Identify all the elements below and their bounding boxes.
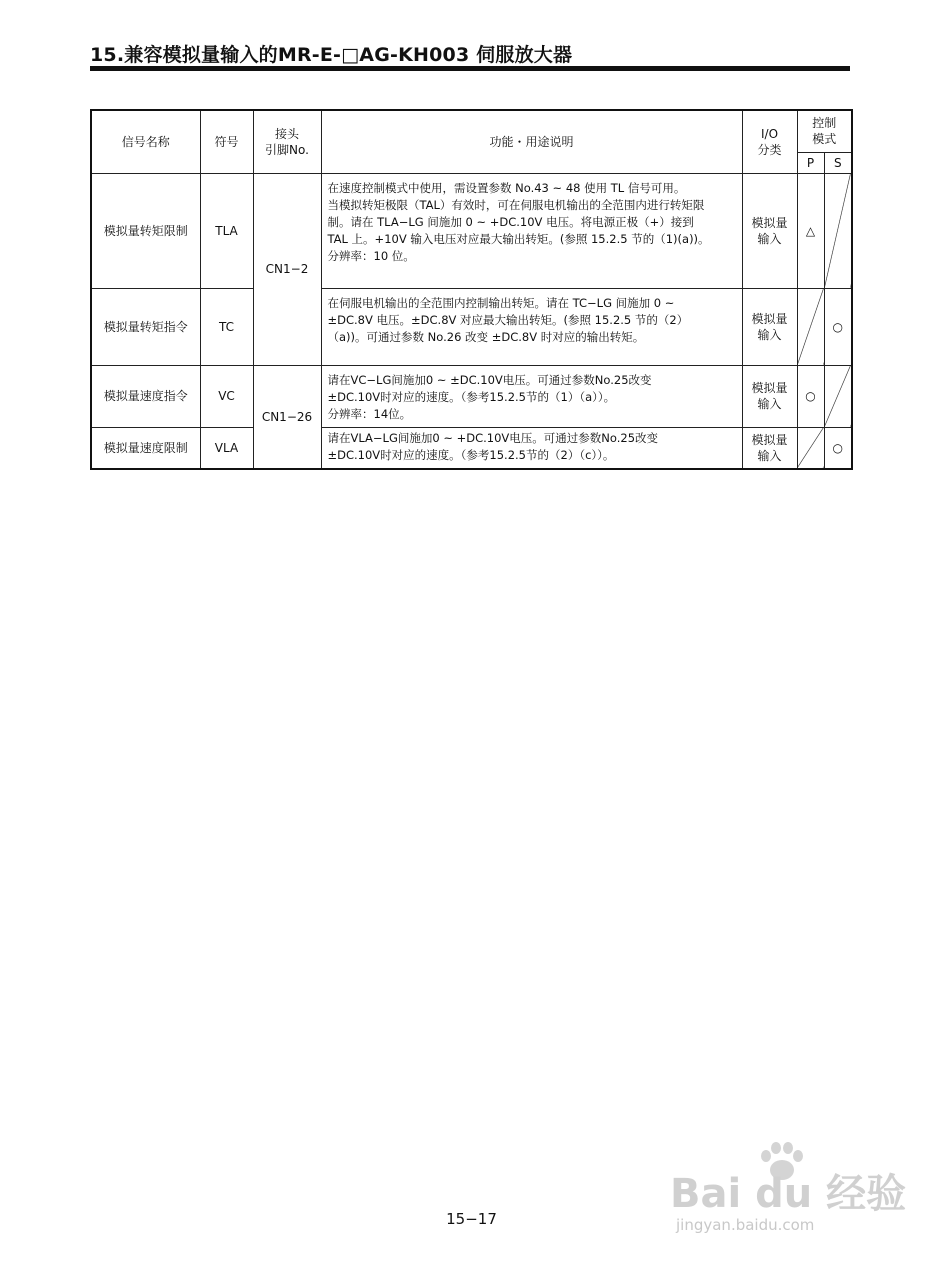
description-line: TAL 上。+10V 输入电压对应最大输出转矩。(参照 15.2.5 节的（1)(a))。 <box>327 231 710 246</box>
io-class-line2: 输入 <box>757 397 782 411</box>
io-class-cell <box>742 288 797 365</box>
description-cell <box>321 173 742 288</box>
io-class-line1: 模拟量 <box>751 311 788 326</box>
table-row <box>91 173 852 288</box>
watermark-url: jingyan.baidu.com <box>676 1216 815 1234</box>
header-io-line1: I/O <box>760 126 779 141</box>
header-control-mode <box>797 110 852 152</box>
header-mode-line1: 控制 <box>812 116 837 131</box>
signal-name-cell: 模拟量转矩限制 <box>91 173 200 288</box>
description-line: 制。请在 TLA−LG 间施加 0 ~ +DC.10V 电压。将电源正极（+）接到 <box>327 214 694 229</box>
title-underline <box>90 66 850 71</box>
description-cell <box>321 365 742 427</box>
signal-name-cell: 模拟量速度限制 <box>91 427 200 469</box>
description-line: 分辨率：10 位。 <box>327 248 415 263</box>
header-pin-line2: 引脚No. <box>265 142 309 157</box>
description-cell <box>321 288 742 365</box>
description-line: 在伺服电机输出的全范围内控制输出转矩。请在 TC−LG 间施加 0 ~ <box>327 295 675 310</box>
description-line: 请在VC−LG间施加0 ~ ±DC.10V电压。可通过参数No.25改变 <box>327 372 652 387</box>
description-line: ±DC.8V 电压。±DC.8V 对应最大输出转矩。(参照 15.2.5 节的（2） <box>327 312 689 327</box>
header-io <box>742 110 797 173</box>
io-class-line2: 输入 <box>757 231 782 246</box>
io-class-cell <box>742 427 797 469</box>
header-signal-name: 信号名称 <box>91 110 200 173</box>
header-io-line2: 分类 <box>757 142 782 157</box>
table-row <box>91 365 852 427</box>
description-line: （a))。可通过参数 No.26 改变 ±DC.8V 时对应的输出转矩。 <box>327 329 645 344</box>
signal-name-cell: 模拟量速度指令 <box>91 365 200 427</box>
signal-name-cell: 模拟量转矩指令 <box>91 288 200 365</box>
description-cell <box>321 427 742 469</box>
description-line: ±DC.10V时对应的速度。（参考15.2.5节的（1）（a））。 <box>327 389 616 404</box>
io-class-line2: 输入 <box>757 327 782 342</box>
mode-s-not-applicable <box>824 365 852 427</box>
pin-cell: CN1−26 <box>253 365 321 469</box>
page-title: 15.兼容模拟量输入的MR-E-□AG-KH003 伺服放大器 <box>90 44 573 66</box>
header-symbol: 符号 <box>200 110 253 173</box>
watermark-brand: Bai du 经验 <box>670 1171 907 1217</box>
mode-s-not-applicable <box>824 173 852 288</box>
io-class-cell <box>742 365 797 427</box>
header-mode-p: P <box>797 152 824 173</box>
page-number: 15−17 <box>446 1210 497 1228</box>
mode-s-mark: ○ <box>824 288 852 365</box>
symbol-cell: VC <box>200 365 253 427</box>
symbol-cell: TLA <box>200 173 253 288</box>
io-class-line1: 模拟量 <box>751 381 788 395</box>
description-line: ±DC.10V时对应的速度。（参考15.2.5节的（2）（c））。 <box>327 447 615 462</box>
header-pin <box>253 110 321 173</box>
table-row <box>91 427 852 469</box>
baidu-watermark <box>670 1150 907 1240</box>
description-line: 分辨率：14位。 <box>327 406 412 421</box>
symbol-cell: TC <box>200 288 253 365</box>
table-row <box>91 288 852 365</box>
header-mode-line2: 模式 <box>812 132 837 147</box>
header-pin-line1: 接头 <box>274 126 299 141</box>
mode-p-not-applicable <box>797 427 824 469</box>
description-line: 请在VLA−LG间施加0 ~ +DC.10V电压。可通过参数No.25改变 <box>327 430 659 445</box>
header-function: 功能・用途说明 <box>321 110 742 173</box>
description-line: 在速度控制模式中使用，需设置参数 No.43 ~ 48 使用 TL 信号可用。 <box>327 180 686 195</box>
description-line: 当模拟转矩极限（TAL）有效时，可在伺服电机输出的全范围内进行转矩限 <box>327 197 705 212</box>
pin-cell: CN1−2 <box>253 173 321 365</box>
mode-p-mark: ○ <box>797 365 824 427</box>
symbol-cell: VLA <box>200 427 253 469</box>
mode-p-not-applicable <box>797 288 824 365</box>
io-class-cell <box>742 173 797 288</box>
io-class-line1: 模拟量 <box>751 215 788 230</box>
io-class-line1: 模拟量 <box>751 432 788 447</box>
mode-p-mark: △ <box>797 173 824 288</box>
signal-table <box>90 109 853 470</box>
mode-s-mark: ○ <box>824 427 852 469</box>
header-mode-s: S <box>824 152 852 173</box>
io-class-line2: 输入 <box>757 448 782 463</box>
